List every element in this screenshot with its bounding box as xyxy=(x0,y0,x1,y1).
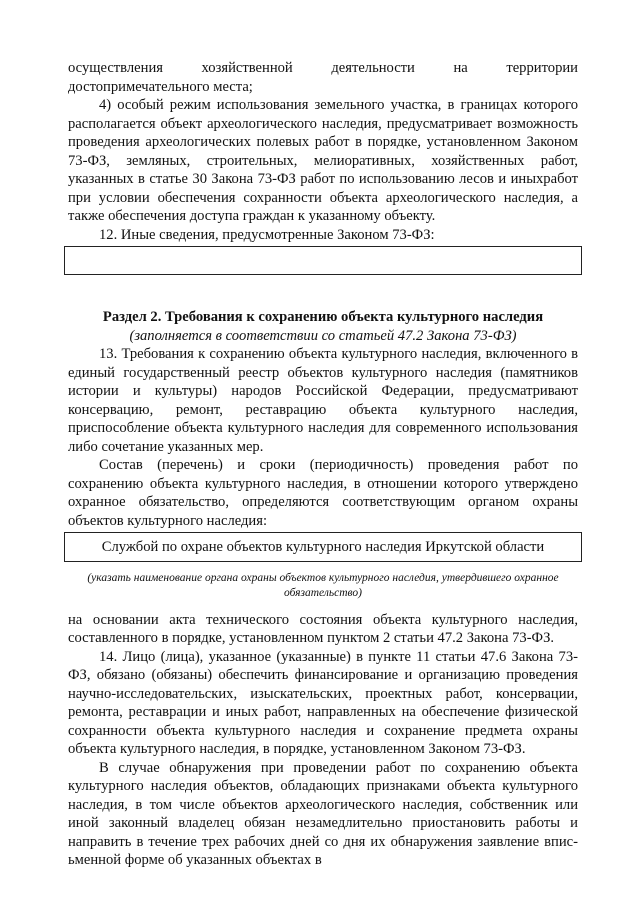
discovery-paragraph: В случае обнаружения при проведении работ по сохранению объекта культурного наследия объектов, обладающих признаками объекта культурного наследия, в том числе объектов археологического наследия, собственник или иной законный владелец обязан незамедлительно приостановить работы и направить в течение трех рабочих дней со дня их обнаружения заявление вписьменной форме об указанных объектах в xyxy=(68,759,578,868)
composition-paragraph: Состав (перечень) и сроки (периодичность) проведения работ по сохранению объекта культурного наследия, в отношении которого утверждено охранное обязательство, определяются соответствующим органом охраны объектов культурного наследия: xyxy=(68,457,578,529)
section-2-title: Раздел 2. Требования к сохранению объекта культурного наследия xyxy=(102,309,544,325)
basis-paragraph: на основании акта технического состояния объекта культурного наследия, составленного в порядке, установленном пунктом 2 статьи 47.2 Закона 73-ФЗ. xyxy=(68,611,578,646)
item-13-paragraph: 13. Требования к сохранению объекта культурного наследия, включенного в единый государственный реестр объектов культурного наследия (памятников истории и культуры) народов Российской Федерации, предусматривают консервацию, ремонт, реставрацию объекта культурного наследия, приспособление объекта культурного наследия для современного использования либо сочетание указанных мер. xyxy=(68,346,578,455)
authority-field-note: (указать наименование органа охраны объектов культурного наследия, утвердившего охранное обязательство) xyxy=(87,571,559,599)
item-4-paragraph: 4) особый режим использования земельного участка, в границах которого располагается объект археологического наследия, предусматривает возможность проведения археологических полевых работ в порядке, установленном Законом 73-ФЗ, земляных, строительных, мелиоративных, хозяйственных работ, указанных в статье 30 Закона 73-ФЗ работ по использованию лесов и иныхработ при условии обеспечения сохранности объекта археологического наследия, а также обеспечения доступа граждан к указанному объекту. xyxy=(68,97,578,224)
item-14-paragraph: 14. Лицо (лица), указанное (указанные) в пункте 11 статьи 47.6 Закона 73-ФЗ, обязано (обязаны) обеспечить финансирование и организацию проведения научно-исследовательских, изыскательских, проектных работ, консервации, ремонта, реставрации и иных работ, направленных на обеспечение физической сохранности объекта культурного наследия и сохранение предмета охраны объекта культурного наследия, в порядке, установленном Законом 73-ФЗ. xyxy=(68,648,578,757)
continuation-paragraph: осуществления хозяйственной деятельности на территории достопримечательного места; xyxy=(68,60,578,95)
document-body xyxy=(68,59,578,870)
section-2-subtitle: (заполняется в соответствии со статьей 47.2 Закона 73-ФЗ) xyxy=(129,327,517,344)
item-12-field[interactable] xyxy=(64,246,582,275)
authority-field[interactable]: Службой по охране объектов культурного наследия Иркутской области xyxy=(64,532,582,562)
item-12-label: 12. Иные сведения, предусмотренные Законом 73-ФЗ: xyxy=(99,226,435,243)
